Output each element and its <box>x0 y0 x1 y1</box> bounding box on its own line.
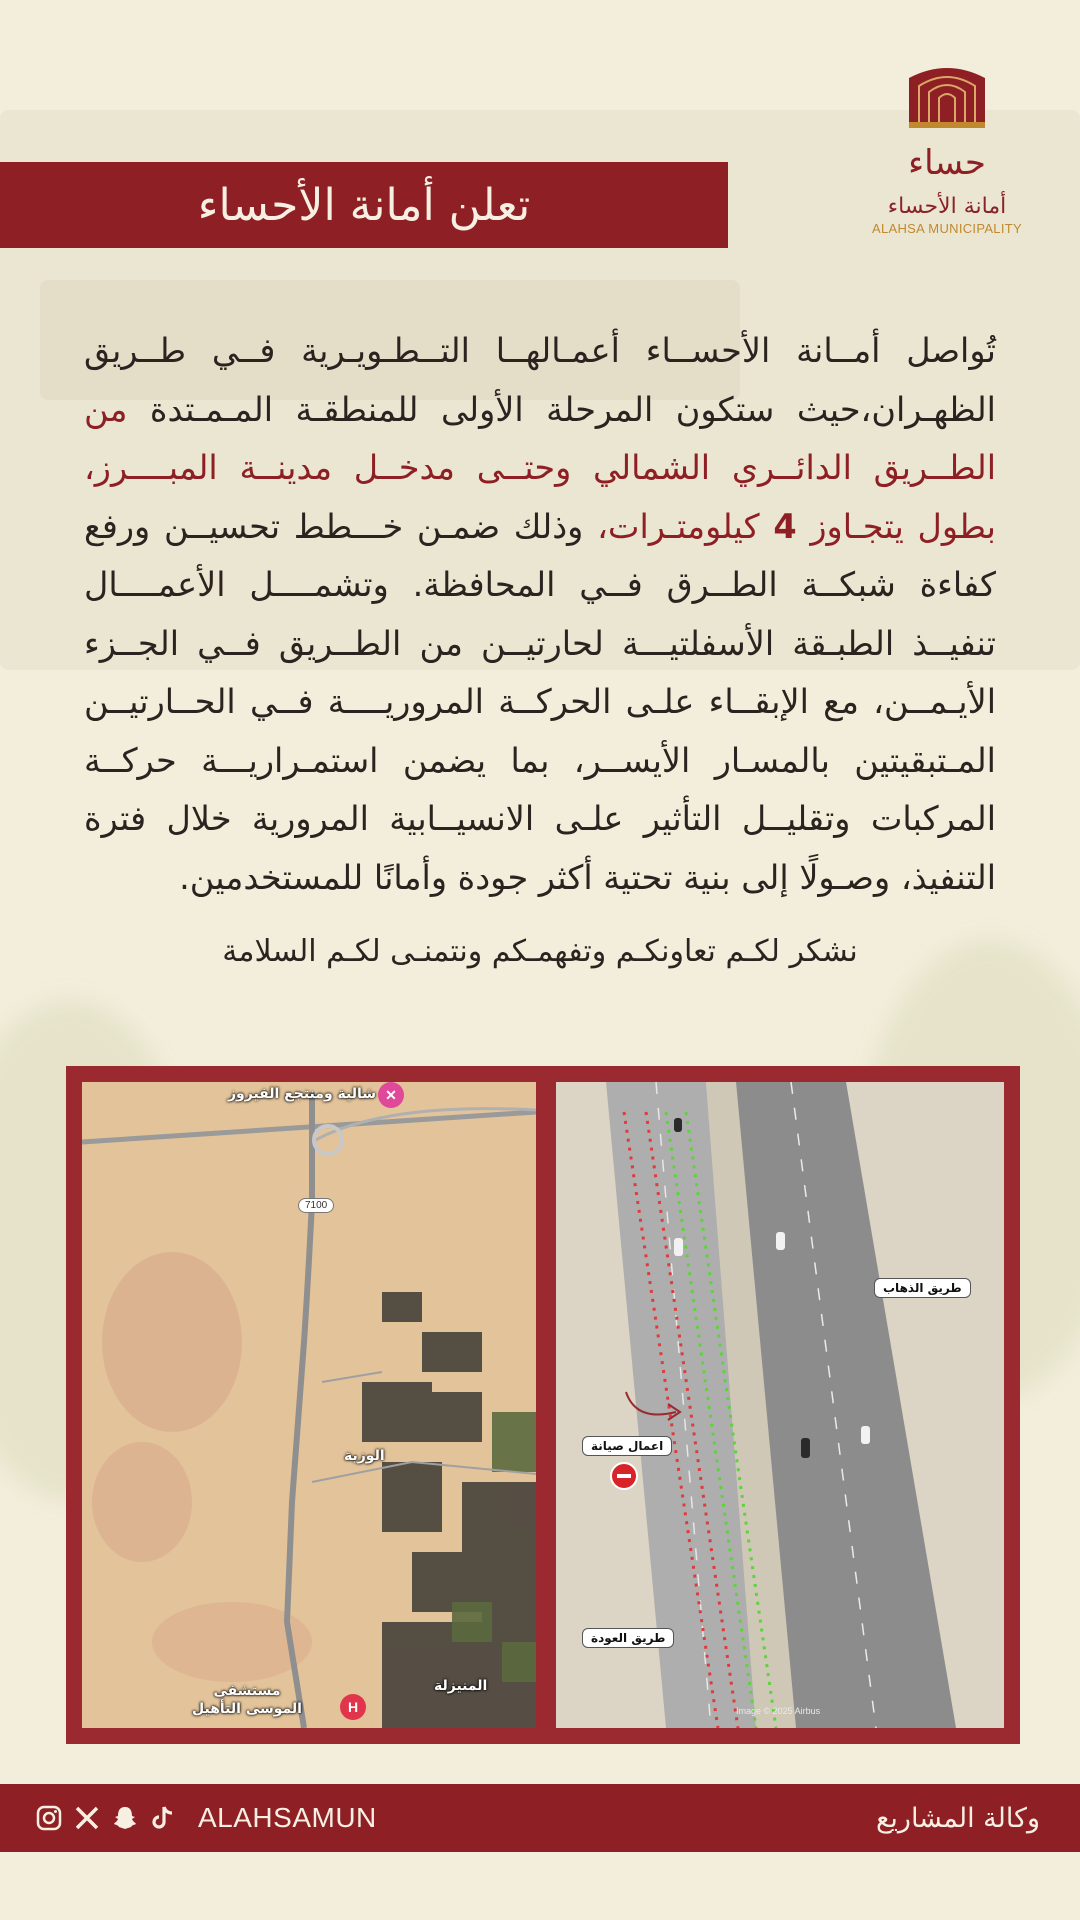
social-links <box>34 1802 377 1834</box>
body-text-part1: تُواصل أمــانة الأحســاء أعمـالهــا التــطـويـرية فــي طــريق الظهـران،حيث ستكون المرحلة الأولى للمنطقـة المـمـتدة <box>84 331 996 429</box>
tag-return-road: طريق العودة <box>582 1628 674 1648</box>
agency-name: وكالة المشاريع <box>876 1802 1040 1834</box>
social-handle[interactable]: ALAHSAMUN <box>198 1802 377 1833</box>
body-highlight-number: 4 <box>773 506 797 546</box>
map-label-resort: شالية ومنتجع الفيروز <box>228 1086 377 1102</box>
snapchat-icon[interactable] <box>110 1803 140 1833</box>
map-label-town: المنيزلة <box>434 1678 488 1694</box>
title-banner <box>0 162 728 248</box>
logo-english-name: ALAHSA MUNICIPALITY <box>872 221 1022 236</box>
announcement-body <box>84 322 996 907</box>
aerial-road-image <box>556 1082 1004 1728</box>
svg-text:حساء: حساء <box>908 143 986 183</box>
logo-mark-icon <box>905 62 989 192</box>
no-entry-icon <box>610 1462 638 1490</box>
x-icon[interactable] <box>72 1803 102 1833</box>
satellite-map-graphic <box>82 1082 536 1728</box>
map-pin-hospital-icon: H <box>340 1694 366 1720</box>
instagram-icon[interactable] <box>34 1803 64 1833</box>
road-number-badge: 7100 <box>298 1198 334 1213</box>
satellite-map-image <box>82 1082 536 1728</box>
image-attribution: Image © 2025 Airbus <box>736 1706 821 1716</box>
tag-maintenance: اعمال صيانة <box>582 1436 672 1456</box>
tag-outbound-road: طريق الذهاب <box>874 1278 971 1298</box>
body-highlight-unit: كيلومتـرات، <box>597 506 774 546</box>
tiktok-icon[interactable] <box>148 1803 178 1833</box>
images-frame <box>66 1066 1020 1744</box>
map-label-village: الوزية <box>344 1448 385 1464</box>
logo-arabic-name: أمانة الأحساء <box>887 194 1007 219</box>
map-label-hospital: مستشفى الموسى التأهيل <box>192 1683 302 1717</box>
footer-bar <box>0 1784 1080 1852</box>
body-highlight-route: من الطــريق الدائــري الشمالي وحتــى مدخــل مدينــة المبــــرز، بطول يتجـاوز <box>84 389 996 546</box>
body-text-part2: وذلك ضمـن خـــطط تحسيــن ورفع كفاءة شبكــة الطــرق فــي المحافظة. وتشمــــل الأعمــــال تنفيــذ الطبـقة الأسفلتيـــة لحارتيــن من الطــريق فــي الجــزء الأيـمــن، مع الإبقــاء علـى الحركــة المروريــــة فــي الحــارتيــن المـتبقيتين بالمسـار الأيســر، بما يضمن استمـراريـــة حركــة المركبات وتقليــل التأثير علـى الانسيــابية المرورية خلال فترة التنفيذ، وصـولًا إلى بنية تحتية أكثر جودة وأمانًا للمستخدمين. <box>84 506 996 897</box>
thanks-line: نشكر لكـم تعاونكـم وتفهمـكم ونتمنـى لكـم السلامة <box>222 934 858 969</box>
page-title: تعلن أمانة الأحساء <box>197 179 531 231</box>
municipality-logo <box>872 62 1022 242</box>
map-pin-resort-icon: ✕ <box>378 1082 404 1108</box>
